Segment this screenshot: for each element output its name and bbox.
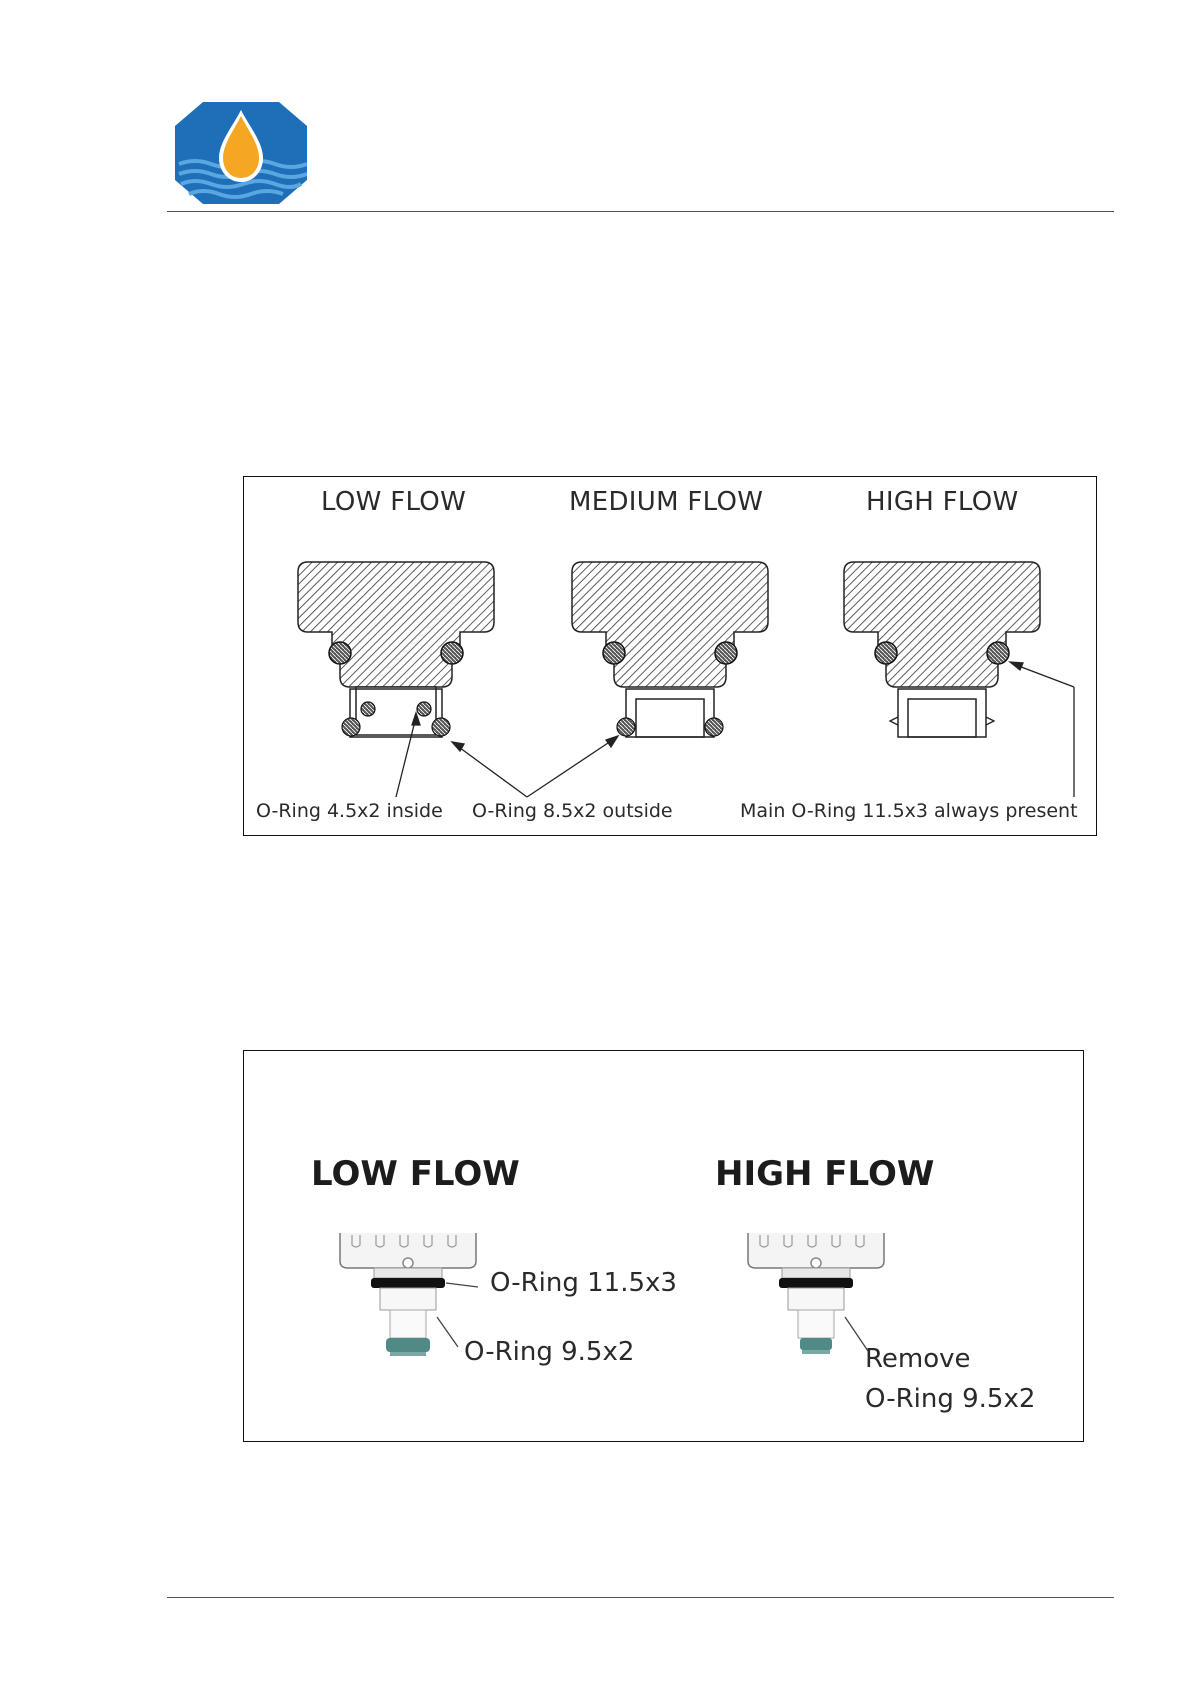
small-oring-label: O-Ring 9.5x2 bbox=[464, 1337, 635, 1367]
medium-flow-heading: MEDIUM FLOW bbox=[569, 487, 764, 517]
inside-oring-label: O-Ring 4.5x2 inside bbox=[256, 800, 443, 822]
high-flow-heading: HIGH FLOW bbox=[715, 1154, 935, 1194]
high-flow-heading: HIGH FLOW bbox=[866, 487, 1019, 517]
low-flow-heading: LOW FLOW bbox=[321, 487, 467, 517]
low-flow-heading: LOW FLOW bbox=[311, 1154, 520, 1194]
company-logo-icon bbox=[175, 102, 307, 204]
main-oring-label: O-Ring 11.5x3 bbox=[490, 1268, 677, 1298]
low-flow-restrictor bbox=[298, 562, 494, 737]
remove-label-line1: Remove bbox=[865, 1344, 971, 1374]
header-rule bbox=[167, 211, 1114, 212]
high-flow-assembly bbox=[748, 1233, 884, 1354]
medium-flow-restrictor bbox=[572, 562, 768, 737]
footer-rule bbox=[167, 1597, 1114, 1598]
flow-configuration-photo-figure bbox=[243, 1050, 1084, 1442]
outside-oring-label: O-Ring 8.5x2 outside bbox=[472, 800, 673, 822]
main-oring-label: Main O-Ring 11.5x3 always present bbox=[740, 800, 1078, 822]
low-flow-assembly bbox=[340, 1233, 478, 1356]
flow-restrictor-cross-section-figure bbox=[243, 476, 1097, 836]
cross-section-diagram bbox=[244, 477, 1098, 837]
high-flow-restrictor bbox=[844, 562, 1040, 737]
remove-label-line2: O-Ring 9.5x2 bbox=[865, 1384, 1036, 1414]
